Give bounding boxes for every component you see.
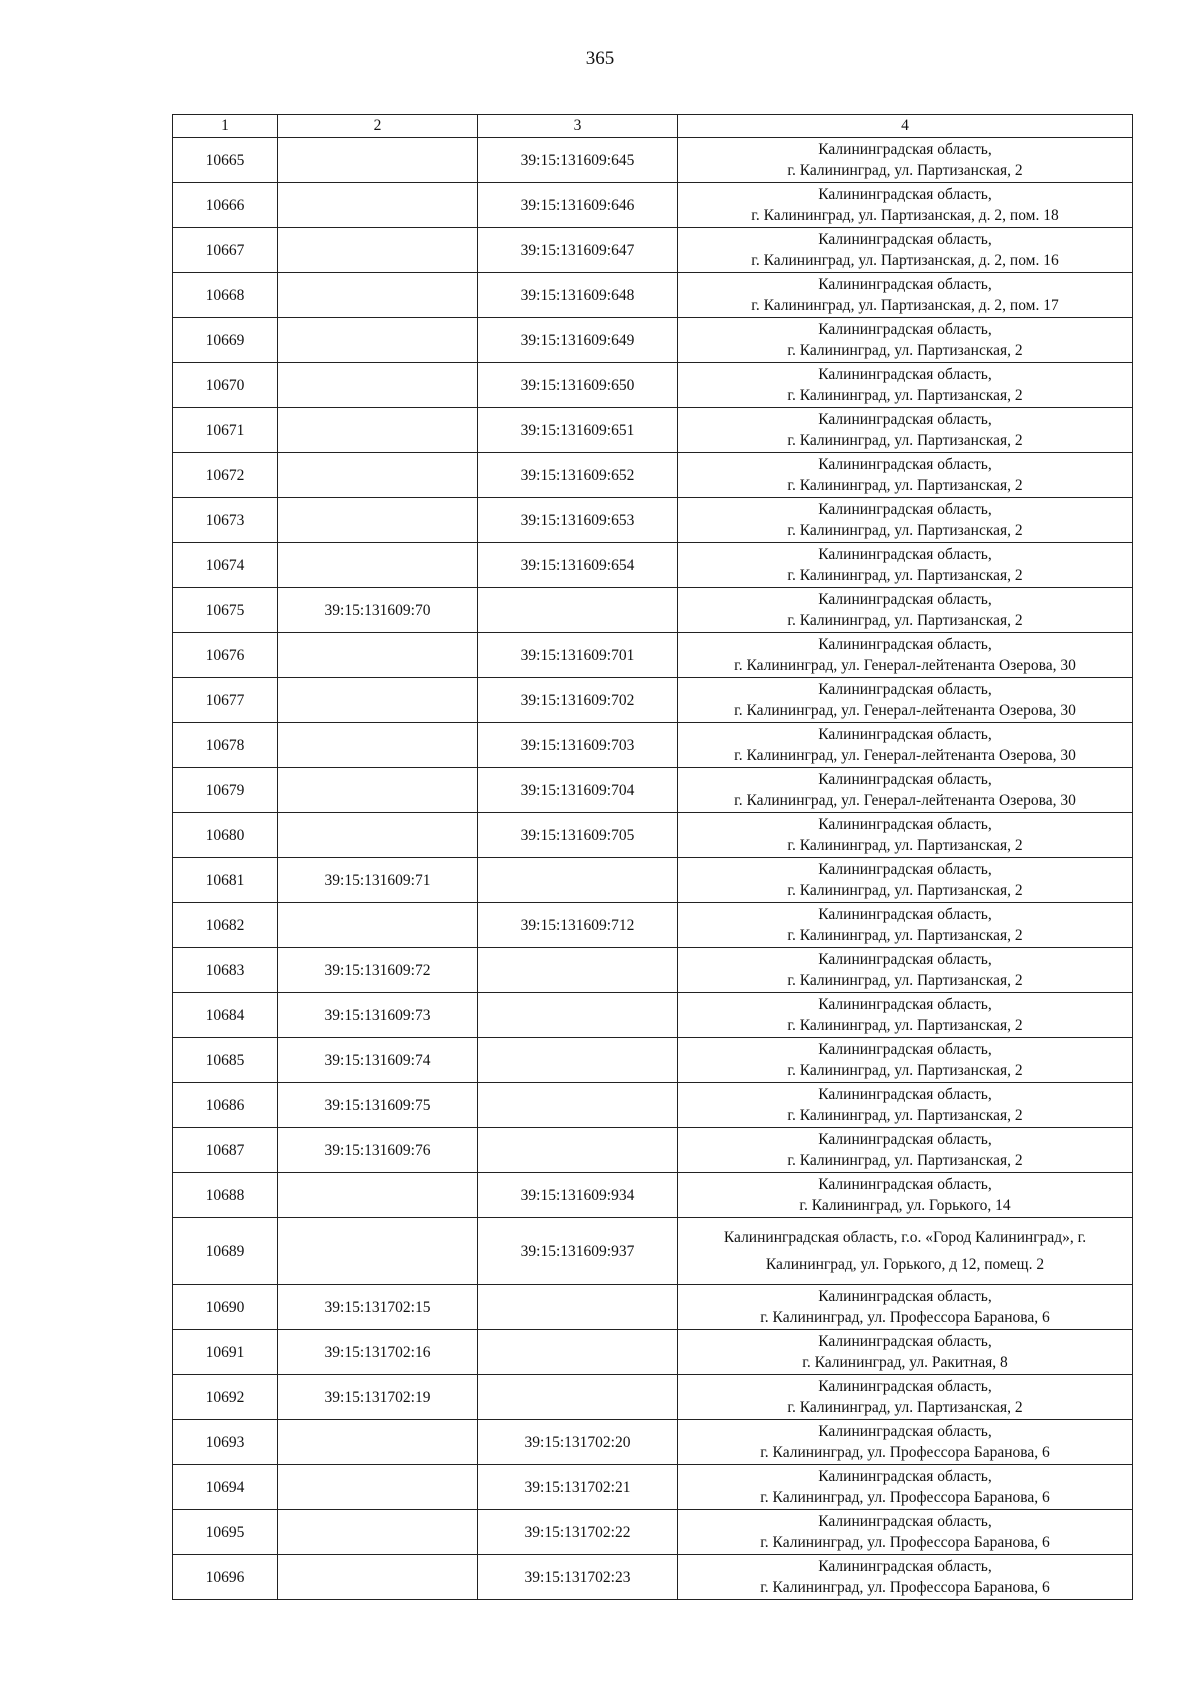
table-row: [173, 1128, 1133, 1173]
row-number-cell: 10681: [173, 858, 278, 903]
address-cell: [678, 1218, 1133, 1285]
address-line-1: Калининградская область,: [818, 861, 992, 878]
address-line-2: г. Калининград, ул. Профессора Баранова, 6: [760, 1489, 1050, 1506]
row-number-cell: 10692: [173, 1375, 278, 1420]
table-row: [173, 1555, 1133, 1600]
table-row: [173, 588, 1133, 633]
address-line-2: г. Калининград, ул. Партизанская, 2: [787, 522, 1023, 539]
cadastral-number-col3-cell: 39:15:131609:704: [478, 768, 678, 813]
address-cell: [678, 498, 1133, 543]
address-line-1: Калининградская область,: [818, 231, 992, 248]
table-row: [173, 318, 1133, 363]
table-row: [173, 498, 1133, 543]
row-number-cell: 10675: [173, 588, 278, 633]
address-line-2: г. Калининград, ул. Партизанская, д. 2, пом. 18: [751, 207, 1059, 224]
address-line-2: Калининград, ул. Горького, д 12, помещ. 2: [765, 1256, 1045, 1273]
row-number-cell: 10683: [173, 948, 278, 993]
cadastral-number-col3-cell: 39:15:131609:934: [478, 1173, 678, 1218]
page-number: 365: [585, 48, 615, 69]
table-row: [173, 408, 1133, 453]
address-line-1: Калининградская область,: [818, 1131, 992, 1148]
registry-table: [172, 114, 1133, 1600]
address-line-2: г. Калининград, ул. Партизанская, 2: [787, 972, 1023, 989]
row-number-cell: 10666: [173, 183, 278, 228]
row-number-cell: 10670: [173, 363, 278, 408]
cadastral-number-col2-cell: [278, 498, 478, 543]
address-line-1: Калининградская область,: [818, 1378, 992, 1395]
table-row: [173, 1465, 1133, 1510]
address-cell: [678, 1375, 1133, 1420]
address-line-1: Калининградская область,: [818, 816, 992, 833]
cadastral-number-col2-cell: 39:15:131702:15: [278, 1285, 478, 1330]
address-cell: [678, 453, 1133, 498]
cadastral-number-col3-cell: 39:15:131609:702: [478, 678, 678, 723]
address-line-2: г. Калининград, ул. Партизанская, 2: [787, 1062, 1023, 1079]
table-row: [173, 948, 1133, 993]
cadastral-number-col3-cell: 39:15:131609:712: [478, 903, 678, 948]
cadastral-number-col3-cell: 39:15:131609:703: [478, 723, 678, 768]
address-line-2: г. Калининград, ул. Партизанская, 2: [787, 612, 1023, 629]
cadastral-number-col3-cell: 39:15:131702:21: [478, 1465, 678, 1510]
cadastral-number-col2-cell: [278, 138, 478, 183]
address-cell: [678, 1510, 1133, 1555]
address-line-1: Калининградская область, г.о. «Город Калининград», г.: [723, 1229, 1087, 1246]
cadastral-number-col3-cell: 39:15:131609:645: [478, 138, 678, 183]
address-line-2: г. Калининград, ул. Профессора Баранова, 6: [760, 1309, 1050, 1326]
table-row: [173, 678, 1133, 723]
address-cell: [678, 1465, 1133, 1510]
table-row: [173, 768, 1133, 813]
address-line-1: Калининградская область,: [818, 501, 992, 518]
address-cell: [678, 138, 1133, 183]
cadastral-number-col3-cell: 39:15:131609:651: [478, 408, 678, 453]
address-line-2: г. Калининград, ул. Генерал-лейтенанта Озерова, 30: [734, 702, 1076, 719]
cadastral-number-col2-cell: [278, 453, 478, 498]
address-cell: [678, 1128, 1133, 1173]
cadastral-number-col3-cell: 39:15:131609:701: [478, 633, 678, 678]
cadastral-number-col3-cell: 39:15:131702:20: [478, 1420, 678, 1465]
table-row: [173, 903, 1133, 948]
table-header: [173, 115, 1133, 138]
row-number-cell: 10678: [173, 723, 278, 768]
row-number-cell: 10672: [173, 453, 278, 498]
table-body: [173, 138, 1133, 1600]
cadastral-number-col2-cell: 39:15:131609:73: [278, 993, 478, 1038]
address-cell: [678, 318, 1133, 363]
address-line-1: Калининградская область,: [818, 951, 992, 968]
row-number-cell: 10673: [173, 498, 278, 543]
cadastral-number-col3-cell: 39:15:131609:653: [478, 498, 678, 543]
row-number-cell: 10665: [173, 138, 278, 183]
cadastral-number-col3-cell: [478, 1285, 678, 1330]
cadastral-number-col2-cell: 39:15:131609:71: [278, 858, 478, 903]
address-line-1: Калининградская область,: [818, 636, 992, 653]
cadastral-number-col2-cell: [278, 1173, 478, 1218]
address-cell: [678, 633, 1133, 678]
address-cell: [678, 1285, 1133, 1330]
cadastral-number-col2-cell: [278, 723, 478, 768]
address-cell: [678, 363, 1133, 408]
address-line-1: Калининградская область,: [818, 276, 992, 293]
address-line-2: г. Калининград, ул. Партизанская, 2: [787, 837, 1023, 854]
cadastral-number-col3-cell: [478, 1083, 678, 1128]
column-header-3: 3: [478, 115, 678, 138]
cadastral-number-col3-cell: [478, 858, 678, 903]
address-line-2: г. Калининград, ул. Партизанская, д. 2, пом. 17: [751, 297, 1059, 314]
table-row: [173, 543, 1133, 588]
cadastral-number-col3-cell: 39:15:131702:22: [478, 1510, 678, 1555]
row-number-cell: 10695: [173, 1510, 278, 1555]
address-line-2: г. Калининград, ул. Партизанская, 2: [787, 567, 1023, 584]
address-line-1: Калининградская область,: [818, 681, 992, 698]
row-number-cell: 10693: [173, 1420, 278, 1465]
cadastral-number-col2-cell: [278, 543, 478, 588]
cadastral-number-col2-cell: [278, 813, 478, 858]
address-line-1: Калининградская область,: [818, 996, 992, 1013]
address-line-1: Калининградская область,: [818, 1513, 992, 1530]
row-number-cell: 10669: [173, 318, 278, 363]
cadastral-number-col2-cell: [278, 363, 478, 408]
column-header-1: 1: [173, 115, 278, 138]
address-line-1: Калининградская область,: [818, 1176, 992, 1193]
cadastral-number-col3-cell: 39:15:131609:650: [478, 363, 678, 408]
table-row: [173, 183, 1133, 228]
cadastral-number-col2-cell: [278, 1555, 478, 1600]
address-cell: [678, 948, 1133, 993]
cadastral-number-col2-cell: [278, 633, 478, 678]
table-row: [173, 273, 1133, 318]
cadastral-number-col3-cell: 39:15:131609:654: [478, 543, 678, 588]
cadastral-number-col2-cell: 39:15:131609:75: [278, 1083, 478, 1128]
cadastral-number-col2-cell: [278, 903, 478, 948]
address-line-1: Калининградская область,: [818, 141, 992, 158]
address-line-2: г. Калининград, ул. Партизанская, 2: [787, 342, 1023, 359]
address-cell: [678, 183, 1133, 228]
cadastral-number-col2-cell: [278, 318, 478, 363]
cadastral-number-col3-cell: 39:15:131702:23: [478, 1555, 678, 1600]
header-row: [173, 115, 1133, 138]
address-cell: [678, 408, 1133, 453]
address-line-1: Калининградская область,: [818, 321, 992, 338]
cadastral-number-col3-cell: [478, 1038, 678, 1083]
cadastral-number-col2-cell: 39:15:131702:16: [278, 1330, 478, 1375]
address-line-2: г. Калининград, ул. Партизанская, 2: [787, 882, 1023, 899]
cadastral-number-col3-cell: [478, 1375, 678, 1420]
address-cell: [678, 1173, 1133, 1218]
table-row: [173, 1285, 1133, 1330]
table-row: [173, 723, 1133, 768]
row-number-cell: 10691: [173, 1330, 278, 1375]
row-number-cell: 10685: [173, 1038, 278, 1083]
address-line-2: г. Калининград, ул. Партизанская, 2: [787, 1107, 1023, 1124]
address-line-2: г. Калининград, ул. Партизанская, 2: [787, 927, 1023, 944]
row-number-cell: 10686: [173, 1083, 278, 1128]
address-line-2: г. Калининград, ул. Генерал-лейтенанта Озерова, 30: [734, 747, 1076, 764]
address-line-1: Калининградская область,: [818, 546, 992, 563]
cadastral-number-col3-cell: [478, 1128, 678, 1173]
address-line-1: Калининградская область,: [818, 186, 992, 203]
cadastral-number-col3-cell: 39:15:131609:937: [478, 1218, 678, 1285]
address-cell: [678, 1555, 1133, 1600]
cadastral-number-col2-cell: [278, 678, 478, 723]
table-row: [173, 1510, 1133, 1555]
address-line-2: г. Калининград, ул. Партизанская, 2: [787, 477, 1023, 494]
address-line-1: Калининградская область,: [818, 1423, 992, 1440]
address-cell: [678, 1083, 1133, 1128]
table-row: [173, 363, 1133, 408]
row-number-cell: 10684: [173, 993, 278, 1038]
row-number-cell: 10676: [173, 633, 278, 678]
address-line-2: г. Калининград, ул. Партизанская, 2: [787, 162, 1023, 179]
address-line-2: г. Калининград, ул. Партизанская, 2: [787, 1152, 1023, 1169]
address-line-2: г. Калининград, ул. Ракитная, 8: [802, 1354, 1008, 1371]
address-line-2: г. Калининград, ул. Партизанская, 2: [787, 1017, 1023, 1034]
address-cell: [678, 588, 1133, 633]
cadastral-number-col3-cell: 39:15:131609:648: [478, 273, 678, 318]
address-cell: [678, 858, 1133, 903]
table-row: [173, 813, 1133, 858]
cadastral-number-col3-cell: 39:15:131609:647: [478, 228, 678, 273]
table-row: [173, 138, 1133, 183]
address-line-2: г. Калининград, ул. Горького, 14: [799, 1197, 1011, 1214]
address-line-1: Калининградская область,: [818, 726, 992, 743]
address-cell: [678, 993, 1133, 1038]
cadastral-number-col3-cell: 39:15:131609:646: [478, 183, 678, 228]
row-number-cell: 10680: [173, 813, 278, 858]
cadastral-number-col2-cell: 39:15:131609:74: [278, 1038, 478, 1083]
address-cell: [678, 1330, 1133, 1375]
table-row: [173, 1083, 1133, 1128]
row-number-cell: 10690: [173, 1285, 278, 1330]
address-line-1: Калининградская область,: [818, 1041, 992, 1058]
table-row: [173, 453, 1133, 498]
cadastral-number-col3-cell: 39:15:131609:652: [478, 453, 678, 498]
address-line-1: Калининградская область,: [818, 456, 992, 473]
table-row: [173, 633, 1133, 678]
row-number-cell: 10689: [173, 1218, 278, 1285]
address-line-1: Калининградская область,: [818, 906, 992, 923]
row-number-cell: 10667: [173, 228, 278, 273]
column-header-4: 4: [678, 115, 1133, 138]
row-number-cell: 10674: [173, 543, 278, 588]
row-number-cell: 10687: [173, 1128, 278, 1173]
cadastral-number-col3-cell: [478, 588, 678, 633]
cadastral-number-col2-cell: [278, 228, 478, 273]
address-line-2: г. Калининград, ул. Профессора Баранова, 6: [760, 1534, 1050, 1551]
cadastral-number-col3-cell: [478, 1330, 678, 1375]
row-number-cell: 10682: [173, 903, 278, 948]
cadastral-number-col2-cell: [278, 768, 478, 813]
address-line-1: Калининградская область,: [818, 591, 992, 608]
address-line-1: Калининградская область,: [818, 1288, 992, 1305]
address-line-1: Калининградская область,: [818, 1086, 992, 1103]
table-row: [173, 1330, 1133, 1375]
cadastral-number-col2-cell: [278, 1510, 478, 1555]
row-number-cell: 10671: [173, 408, 278, 453]
table-row: [173, 858, 1133, 903]
address-line-2: г. Калининград, ул. Партизанская, 2: [787, 387, 1023, 404]
address-cell: [678, 768, 1133, 813]
table-row: [173, 228, 1133, 273]
cadastral-number-col2-cell: [278, 273, 478, 318]
address-cell: [678, 1038, 1133, 1083]
cadastral-number-col2-cell: 39:15:131609:76: [278, 1128, 478, 1173]
address-cell: [678, 903, 1133, 948]
cadastral-number-col3-cell: [478, 993, 678, 1038]
cadastral-number-col3-cell: 39:15:131609:705: [478, 813, 678, 858]
cadastral-number-col2-cell: 39:15:131609:70: [278, 588, 478, 633]
address-line-2: г. Калининград, ул. Партизанская, д. 2, пом. 16: [751, 252, 1059, 269]
row-number-cell: 10694: [173, 1465, 278, 1510]
address-cell: [678, 813, 1133, 858]
table-row: [173, 1420, 1133, 1465]
address-line-1: Калининградская область,: [818, 366, 992, 383]
address-line-2: г. Калининград, ул. Генерал-лейтенанта Озерова, 30: [734, 792, 1076, 809]
address-line-1: Калининградская область,: [818, 1558, 992, 1575]
address-line-2: г. Калининград, ул. Профессора Баранова, 6: [760, 1579, 1050, 1596]
address-cell: [678, 1420, 1133, 1465]
cadastral-number-col2-cell: [278, 1218, 478, 1285]
address-cell: [678, 543, 1133, 588]
table-row: [173, 1038, 1133, 1083]
cadastral-number-col2-cell: [278, 408, 478, 453]
address-line-1: Калининградская область,: [818, 1468, 992, 1485]
address-line-2: г. Калининград, ул. Генерал-лейтенанта Озерова, 30: [734, 657, 1076, 674]
address-cell: [678, 723, 1133, 768]
address-line-1: Калининградская область,: [818, 1333, 992, 1350]
row-number-cell: 10677: [173, 678, 278, 723]
cadastral-number-col2-cell: [278, 1465, 478, 1510]
cadastral-number-col2-cell: [278, 183, 478, 228]
row-number-cell: 10679: [173, 768, 278, 813]
address-line-1: Калининградская область,: [818, 411, 992, 428]
address-line-2: г. Калининград, ул. Партизанская, 2: [787, 1399, 1023, 1416]
table-row: [173, 993, 1133, 1038]
row-number-cell: 10668: [173, 273, 278, 318]
cadastral-number-col2-cell: [278, 1420, 478, 1465]
cadastral-number-col3-cell: 39:15:131609:649: [478, 318, 678, 363]
cadastral-number-col2-cell: 39:15:131609:72: [278, 948, 478, 993]
column-header-2: 2: [278, 115, 478, 138]
row-number-cell: 10696: [173, 1555, 278, 1600]
row-number-cell: 10688: [173, 1173, 278, 1218]
address-cell: [678, 228, 1133, 273]
cadastral-number-col2-cell: 39:15:131702:19: [278, 1375, 478, 1420]
address-line-2: г. Калининград, ул. Партизанская, 2: [787, 432, 1023, 449]
address-line-1: Калининградская область,: [818, 771, 992, 788]
address-cell: [678, 273, 1133, 318]
table-row: [173, 1218, 1133, 1285]
address-line-2: г. Калининград, ул. Профессора Баранова, 6: [760, 1444, 1050, 1461]
address-cell: [678, 678, 1133, 723]
cadastral-number-col3-cell: [478, 948, 678, 993]
table-row: [173, 1173, 1133, 1218]
table-row: [173, 1375, 1133, 1420]
